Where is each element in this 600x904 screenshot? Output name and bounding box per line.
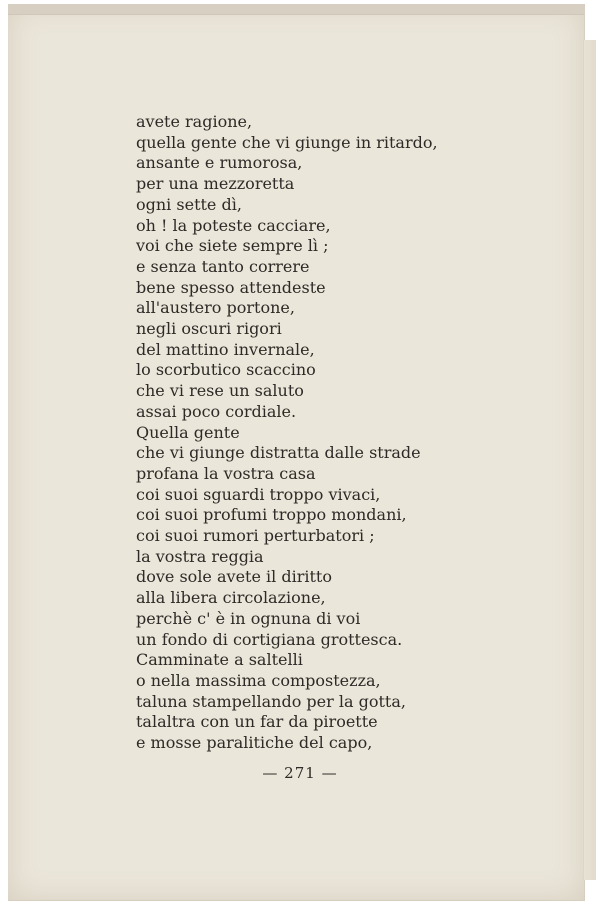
- poem-line: Camminate a saltelli: [136, 650, 303, 670]
- poem-line: che vi rese un saluto: [136, 381, 304, 401]
- poem-line: e mosse paralitiche del capo,: [136, 733, 373, 753]
- poem-line: taluna stampellando per la gotta,: [136, 691, 406, 711]
- poem-line: perchè c' è in ognuna di voi: [136, 608, 361, 628]
- poem-line: talaltra con un far da piroette: [136, 712, 378, 732]
- poem-line: che vi giunge distratta dalle strade: [136, 443, 421, 463]
- poem-line: avete ragione,: [136, 112, 253, 131]
- paper-right-edge: [583, 40, 596, 880]
- poem-line: oh ! la poteste cacciare,: [136, 215, 331, 235]
- poem-line: voi che siete sempre lì ;: [136, 236, 329, 256]
- poem-line: del mattino invernale,: [136, 339, 315, 359]
- poem-line: o nella massima compostezza,: [136, 670, 381, 690]
- poem-line: ansante e rumorosa,: [136, 153, 303, 173]
- poem-text: [136, 112, 456, 754]
- poem-line: coi suoi sguardi troppo vivaci,: [136, 484, 381, 504]
- poem-line: all'austero portone,: [136, 298, 295, 318]
- poem-line: Quella gente: [136, 422, 240, 442]
- poem-line: coi suoi rumori perturbatori ;: [136, 526, 375, 546]
- poem-line: lo scorbutico scaccino: [136, 360, 316, 380]
- poem-line: un fondo di cortigiana grottesca.: [136, 629, 403, 649]
- poem-line: coi suoi profumi troppo mondani,: [136, 505, 407, 525]
- poem-line: per una mezzoretta: [136, 174, 295, 194]
- poem-line: dove sole avete il diritto: [136, 567, 332, 587]
- poem-line: quella gente che vi giunge in ritardo,: [136, 132, 438, 152]
- poem-line: negli oscuri rigori: [136, 319, 282, 339]
- poem-line: ogni sette dì,: [136, 194, 242, 214]
- poem-line: bene spesso attendeste: [136, 277, 326, 297]
- poem-line: alla libera circolazione,: [136, 588, 326, 608]
- poem-line: la vostra reggia: [136, 546, 264, 566]
- poem-line: assai poco cordiale.: [136, 401, 297, 421]
- poem-line: e senza tanto correre: [136, 256, 310, 276]
- paper-top-edge: [8, 4, 584, 15]
- poem-line: profana la vostra casa: [136, 463, 316, 483]
- page-number: — 271 —: [262, 764, 338, 782]
